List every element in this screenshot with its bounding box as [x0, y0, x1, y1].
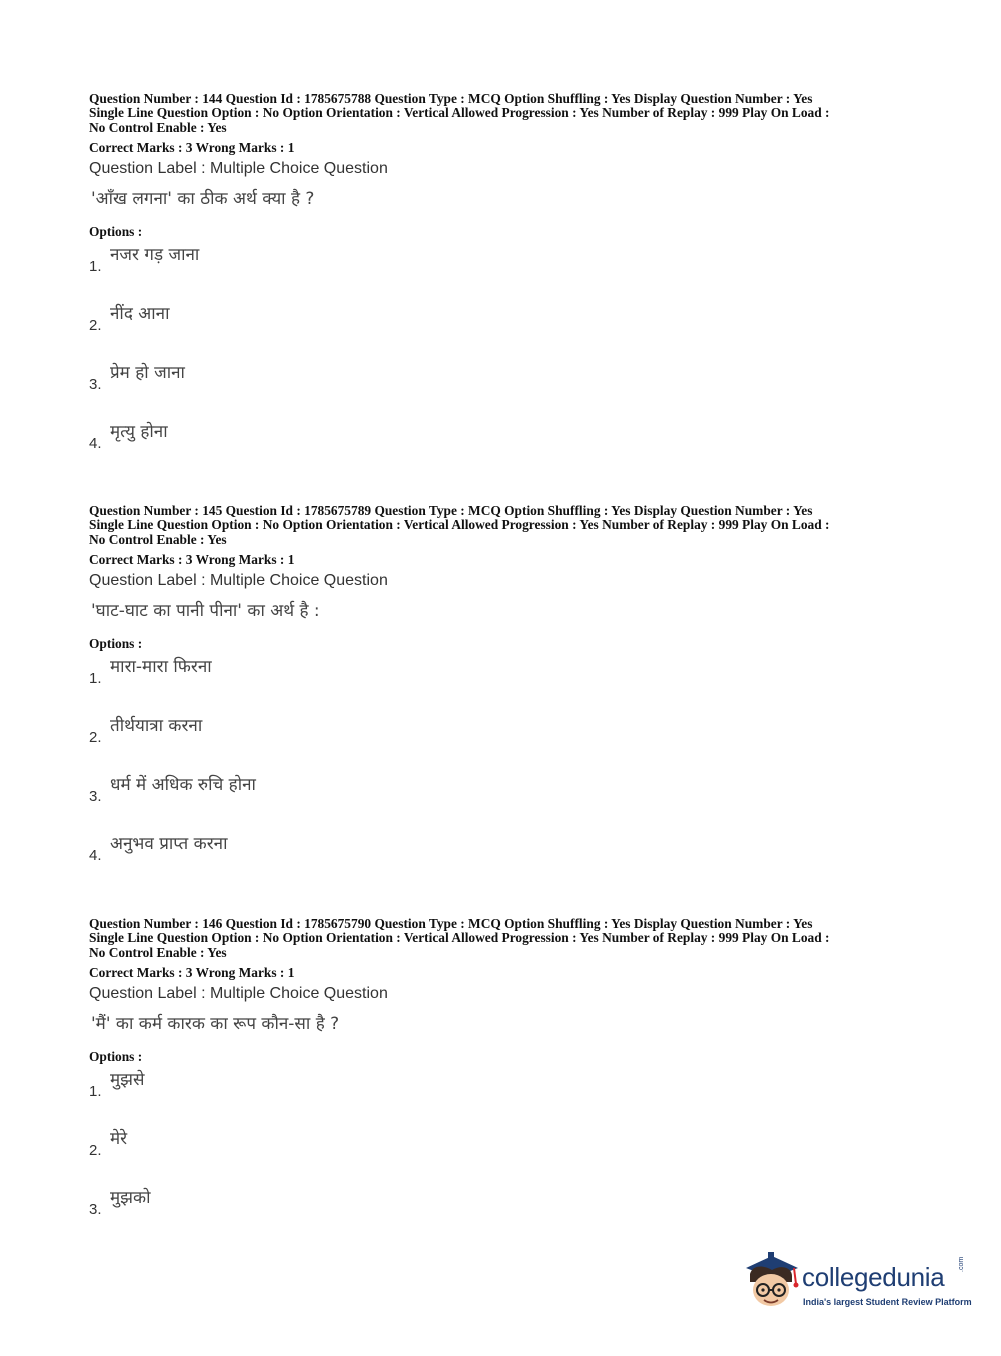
option-number: 3. — [89, 376, 102, 394]
option-item — [89, 1065, 919, 1124]
option-text: तीर्थयात्रा करना — [110, 716, 203, 737]
logo-domain-suffix: .com — [958, 1256, 965, 1272]
option-item — [89, 829, 919, 888]
option-text: मुझको — [110, 1188, 151, 1209]
option-number: 1. — [89, 258, 102, 276]
option-number: 3. — [89, 788, 102, 806]
options-heading: Options : — [89, 224, 143, 240]
option-number: 1. — [89, 1083, 102, 1101]
option-item — [89, 711, 919, 770]
option-number: 4. — [89, 435, 102, 453]
question-label: Question Label : Multiple Choice Question — [89, 985, 388, 1003]
question-label: Question Label : Multiple Choice Question — [89, 160, 388, 178]
question-meta-line: Single Line Question Option : No Option Orientation : Vertical Allowed Progression : Yes Number of Replay : 999 Play On Load : — [89, 517, 830, 533]
option-text: नजर गड़ जाना — [110, 245, 200, 266]
option-text: मेरे — [110, 1129, 128, 1150]
question-block-145 — [89, 504, 919, 888]
question-meta-line: Question Number : 144 Question Id : 1785675788 Question Type : MCQ Option Shuffling : Yes Display Question Number : Yes — [89, 91, 813, 106]
option-text: अनुभव प्राप्त करना — [110, 834, 228, 855]
question-meta-line: No Control Enable : Yes — [89, 119, 227, 135]
question-meta-line: Question Number : 146 Question Id : 1785675790 Question Type : MCQ Option Shuffling : Yes Display Question Number : Yes — [89, 916, 813, 931]
option-number: 4. — [89, 847, 102, 865]
question-meta-line: Question Number : 145 Question Id : 1785675789 Question Type : MCQ Option Shuffling : Yes Display Question Number : Yes — [89, 503, 813, 518]
collegedunia-mascot-icon — [742, 1250, 800, 1314]
option-item — [89, 770, 919, 829]
option-item — [89, 417, 919, 476]
logo-wordmark: collegedunia — [802, 1262, 945, 1292]
option-text: धर्म में अधिक रुचि होना — [110, 775, 256, 796]
options-heading: Options : — [89, 1049, 143, 1065]
option-item — [89, 299, 919, 358]
question-label: Question Label : Multiple Choice Question — [89, 572, 388, 590]
option-text: मुझसे — [110, 1070, 145, 1091]
option-number: 2. — [89, 1142, 102, 1160]
question-text: 'मैं' का कर्म कारक का रूप कौन-सा है ? — [91, 1014, 340, 1035]
option-item — [89, 358, 919, 417]
question-meta-line: Single Line Question Option : No Option Orientation : Vertical Allowed Progression : Yes Number of Replay : 999 Play On Load : — [89, 105, 830, 121]
options-heading: Options : — [89, 636, 143, 652]
question-meta-line: No Control Enable : Yes — [89, 944, 227, 960]
option-number: 2. — [89, 317, 102, 335]
option-item — [89, 652, 919, 711]
question-text: 'आँख लगना' का ठीक अर्थ क्या है ? — [91, 189, 315, 210]
option-text: मारा-मारा फिरना — [110, 657, 212, 678]
question-meta-line: No Control Enable : Yes — [89, 531, 227, 547]
question-text: 'घाट-घाट का पानी पीना' का अर्थ है : — [91, 601, 320, 622]
logo-tagline: India's largest Student Review Platform — [803, 1297, 972, 1307]
option-number: 1. — [89, 670, 102, 688]
option-text: प्रेम हो जाना — [110, 363, 185, 384]
option-item — [89, 1183, 919, 1242]
question-block-146 — [89, 917, 919, 1242]
option-item — [89, 240, 919, 299]
question-meta-line: Single Line Question Option : No Option Orientation : Vertical Allowed Progression : Yes Number of Replay : 999 Play On Load : — [89, 930, 830, 946]
option-text: मृत्यु होना — [110, 422, 168, 443]
collegedunia-logo[interactable] — [742, 1250, 972, 1320]
option-text: नींद आना — [110, 304, 170, 325]
question-marks: Correct Marks : 3 Wrong Marks : 1 — [89, 965, 295, 981]
option-number: 3. — [89, 1201, 102, 1219]
option-item — [89, 1124, 919, 1183]
option-number: 2. — [89, 729, 102, 747]
question-marks: Correct Marks : 3 Wrong Marks : 1 — [89, 552, 295, 568]
question-marks: Correct Marks : 3 Wrong Marks : 1 — [89, 140, 295, 156]
question-block-144 — [89, 92, 919, 476]
